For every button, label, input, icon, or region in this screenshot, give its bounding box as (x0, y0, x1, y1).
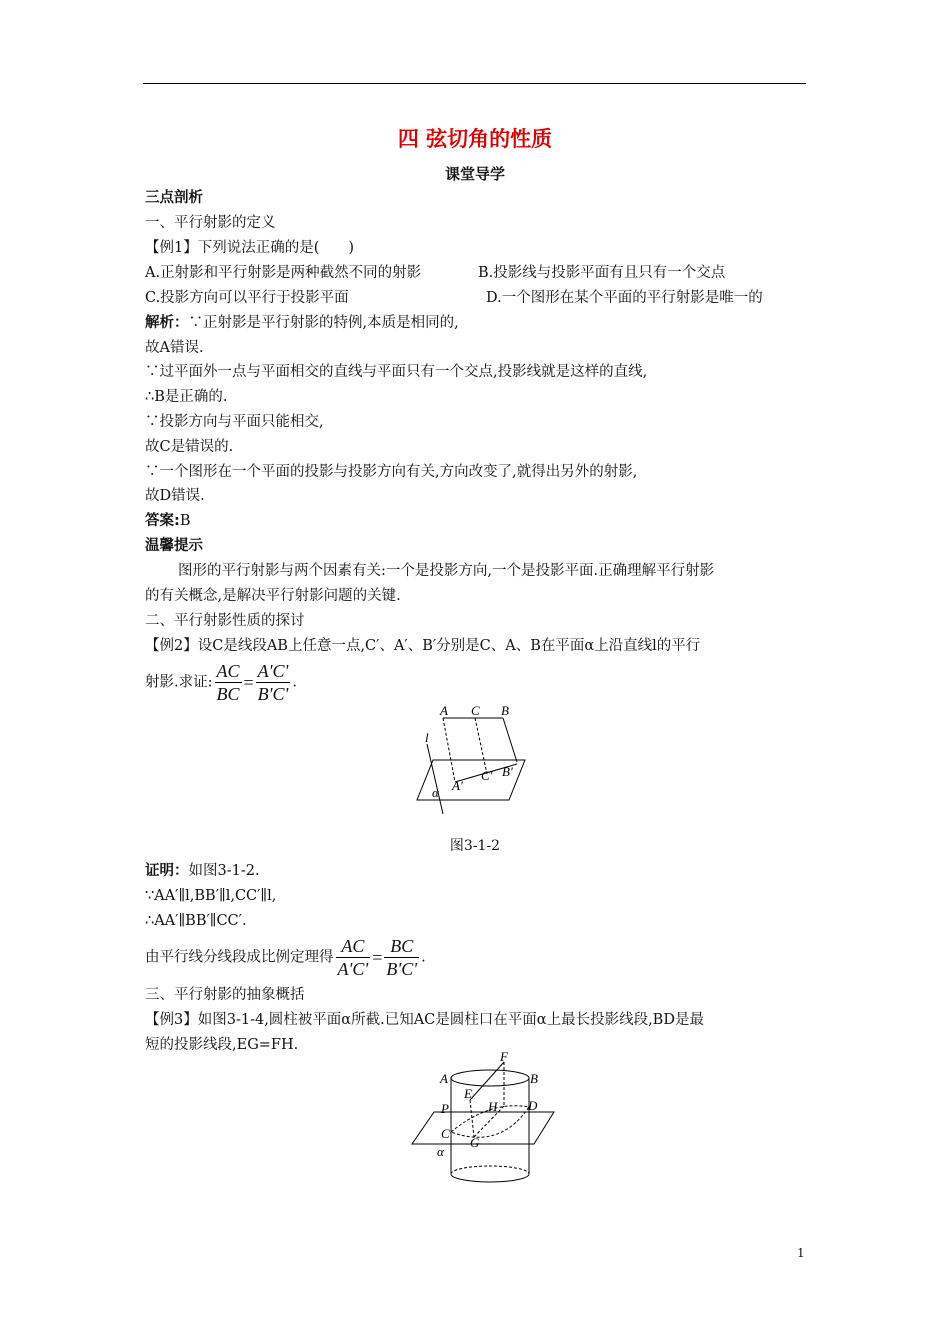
fraction-numerator: BC (384, 935, 419, 958)
example-1-question: 【例1】下列说法正确的是( ) (145, 240, 355, 256)
label-p: P (441, 1101, 449, 1116)
label-g: G (470, 1135, 480, 1150)
label-e: E (464, 1086, 472, 1101)
parallel-projection-figure (415, 702, 535, 817)
line-cc1 (475, 718, 487, 774)
line-bb1 (503, 718, 517, 762)
example-3-line-1: 【例3】如图3-1-4,圆柱被平面α所截.已知AC是圆柱口在平面α上最长投影线段,BD是最 (145, 1012, 704, 1028)
fraction-denominator: B'C' (386, 959, 418, 979)
analysis-line-7: ∵一个图形在一个平面的投影与投影方向有关,方向改变了,就得出另外的射影, (145, 464, 638, 480)
analysis-line-5: ∵投影方向与平面只能相交, (145, 414, 324, 430)
example-2-prefix: 射影.求证: (145, 674, 213, 691)
analysis-line-6: 故C是错误的. (145, 439, 234, 455)
example-1-options-cd (145, 288, 808, 308)
proof-line-4 (145, 935, 426, 980)
label-c: C (471, 703, 480, 718)
header-rule (143, 83, 806, 84)
cylinder-bottom (451, 1174, 529, 1182)
cylinder-bottom-hidden (451, 1166, 529, 1174)
example-3-line-2: 短的投影线段,EG=FH. (145, 1037, 299, 1053)
option-c: C.投影方向可以平行于投影平面 (145, 290, 349, 306)
fraction-numerator: A'C' (257, 661, 289, 681)
proof-line-2: ∵AA′∥l,BB′∥l,CC′∥l, (145, 888, 277, 904)
analysis-line-4: ∴B是正确的. (145, 389, 228, 405)
analysis-line-3: ∵过平面外一点与平面相交的直线与平面只有一个交点,投影线就是这样的直线, (145, 364, 648, 380)
section-2-title: 二、平行射影性质的探讨 (145, 613, 305, 629)
label-b: B (501, 703, 509, 718)
fraction-ac-a1c1 (336, 935, 371, 980)
label-l: l (425, 730, 429, 745)
fraction-denominator: BC (216, 684, 240, 704)
fraction-a1c1-b1c1 (256, 660, 291, 705)
option-d: D.一个图形在某个平面的平行射影是唯一的 (486, 290, 763, 306)
proof-text-1: 如图3-1-2. (188, 863, 260, 879)
line-l (427, 744, 443, 814)
analysis-line-2: 故A错误. (145, 340, 204, 356)
option-a: A.正射影和平行射影是两种截然不同的射影 (145, 265, 422, 281)
tip-line-1: 图形的平行射影与两个因素有关:一个是投影方向,一个是投影平面.正确理解平行射影 (178, 563, 715, 579)
line-ef (470, 1062, 504, 1100)
option-b: B.投影线与投影平面有且只有一个交点 (478, 265, 726, 281)
label-alpha: α (432, 785, 439, 800)
label-d: D (528, 1098, 538, 1113)
label-c-prime: C′ (481, 768, 493, 783)
answer-label: 答案: (145, 513, 180, 529)
label-a-prime: A′ (452, 778, 463, 793)
page-number: 1 (797, 1246, 805, 1260)
fraction-denominator: B'C' (257, 684, 289, 704)
period: . (421, 949, 426, 966)
example-1-options-ab (145, 263, 808, 283)
page-subtitle: 课堂导学 (444, 165, 505, 183)
analysis-text-1: ∵正射影是平行射影的特例,本质是相同的, (188, 315, 459, 331)
section-3-title: 三、平行射影的抽象概括 (145, 987, 305, 1003)
line-eg (470, 1100, 474, 1137)
label-alpha: α (437, 1144, 444, 1159)
fraction-ac-bc (215, 660, 242, 705)
tip-line-2: 的有关概念,是解决平行射影问题的关键. (145, 588, 401, 604)
equals-sign: = (243, 672, 254, 693)
proof-label: 证明： (145, 863, 189, 879)
section-1-title: 一、平行射影的定义 (145, 215, 276, 231)
fraction-numerator: AC (216, 661, 240, 681)
analysis-line-8: 故D错误. (145, 488, 205, 504)
example-2-line-1: 【例2】设C是线段AB上任意一点,C′、A′、B′分别是C、A、B在平面α上沿直线l的平行 (145, 638, 701, 654)
equals-sign: = (372, 947, 383, 968)
tip-label: 温馨提示 (145, 538, 203, 554)
line-aa1 (443, 718, 455, 782)
answer-line (145, 511, 190, 531)
analysis-label: 解析： (145, 315, 189, 331)
label-b-prime: B′ (502, 764, 513, 779)
label-a: A (440, 703, 448, 718)
fraction-bc-b1c1 (384, 935, 419, 980)
label-h: H (488, 1099, 498, 1114)
proof-line-1 (145, 861, 260, 881)
label-f: F (500, 1052, 508, 1064)
answer-value: B (179, 513, 191, 529)
label-c: C (441, 1126, 450, 1141)
section-heading: 三点剖析 (145, 190, 203, 206)
label-a: A (440, 1071, 448, 1086)
proof-line-3: ∴AA′∥BB′∥CC′. (145, 913, 247, 929)
cylinder-section-figure (404, 1052, 564, 1187)
fraction-numerator: AC (336, 935, 371, 958)
page-title: 四 弦切角的性质 (397, 127, 553, 151)
period: . (292, 674, 297, 691)
fraction-denominator: A'C' (337, 959, 369, 979)
example-2-line-2 (145, 660, 297, 705)
label-b: B (530, 1071, 538, 1086)
analysis-line-1 (145, 313, 459, 333)
proof-text-4: 由平行线分线段成比例定理得 (145, 949, 334, 966)
figure-caption: 图3-1-2 (449, 838, 501, 854)
